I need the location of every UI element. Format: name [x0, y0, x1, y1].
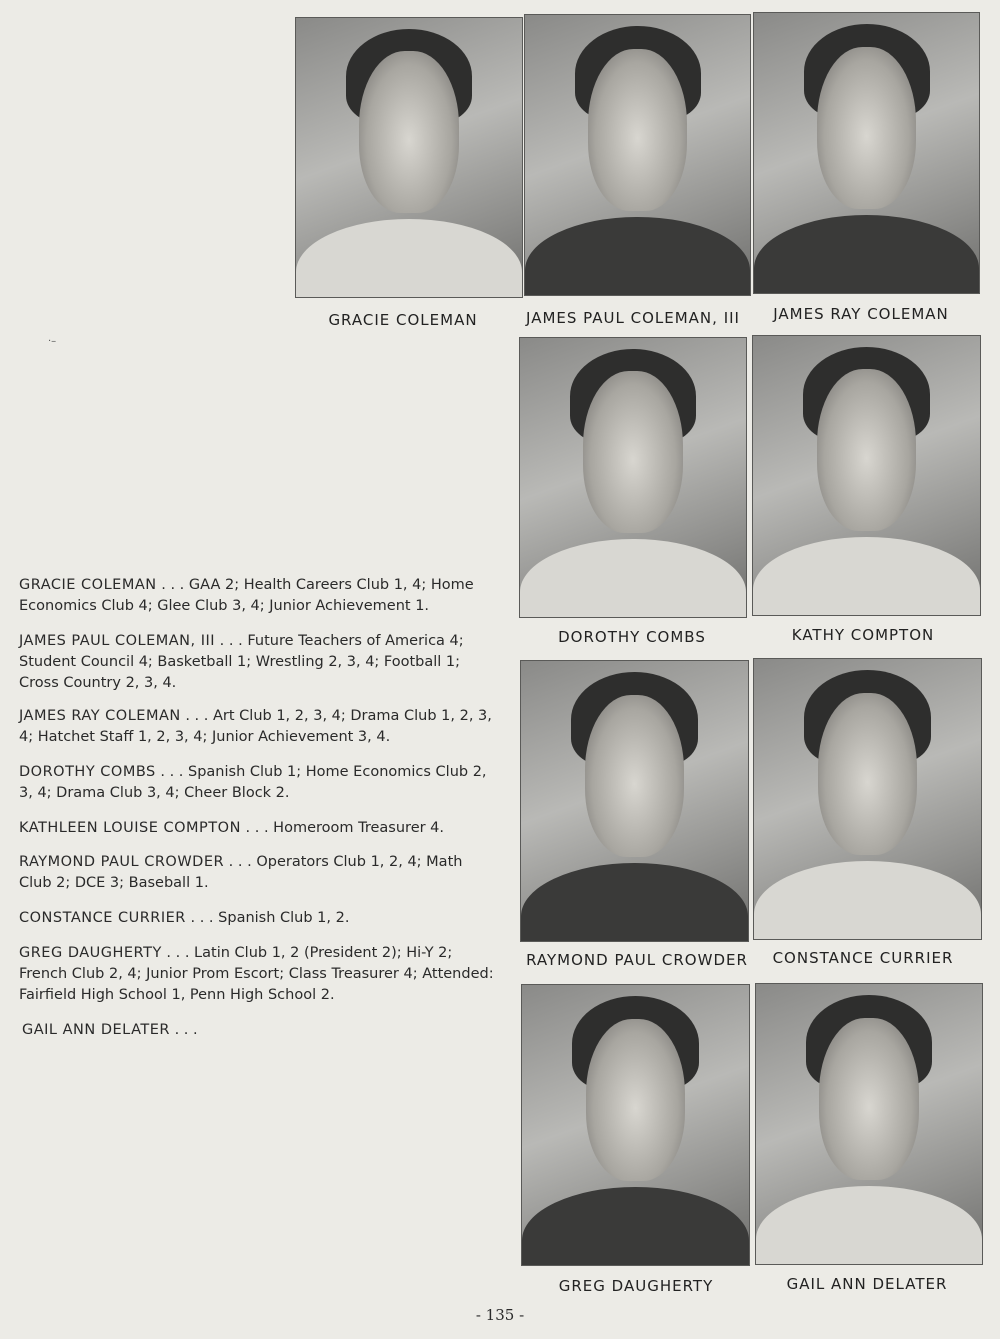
bio-text: . . . Spanish Club 1; Home Economics Club 2, 3, 4; Drama Club 3, 4; Cheer Block 2. [19, 764, 487, 801]
bio-name: JAMES PAUL COLEMAN, III [19, 633, 216, 649]
bio-name: GRACIE COLEMAN [19, 577, 157, 593]
portrait-photo-raymond-paul-crowder [520, 660, 749, 942]
bio-text: . . . [169, 1022, 198, 1038]
portrait-photo-gracie-coleman [295, 17, 523, 298]
portrait-caption: GREG DAUGHERTY [558, 1277, 714, 1295]
bio-text: . . . GAA 2; Health Careers Club 1, 4; Home Economics Club 4; Glee Club 3, 4; Junior Achievement 1. [19, 577, 474, 614]
bio-text: . . . Spanish Club 1, 2. [185, 910, 350, 926]
bio-text: . . . Latin Club 1, 2 (President 2); Hi-Y 2; French Club 2, 4; Junior Prom Escort; Class Treasurer 4; Attended: Fairfield High School 1, Penn High School 2. [19, 945, 494, 1003]
stray-mark: ·– [48, 336, 57, 347]
portrait-photo-dorothy-combs [519, 337, 747, 618]
portrait-photo-gail-ann-delater [755, 983, 983, 1265]
portrait-caption: CONSTANCE CURRIER [772, 949, 954, 967]
portrait-caption: GAIL ANN DELATER [786, 1275, 948, 1293]
portrait-photo-james-paul-coleman [524, 14, 751, 296]
bio-kathleen-louise-compton [19, 818, 499, 839]
bio-greg-daugherty [19, 943, 499, 1006]
portrait-caption: DOROTHY COMBS [558, 628, 706, 646]
bio-name: CONSTANCE CURRIER [19, 910, 186, 926]
bio-dorothy-combs [19, 762, 499, 804]
bio-gracie-coleman [19, 575, 499, 617]
portrait-caption: KATHY COMPTON [791, 626, 935, 644]
portrait-caption: GRACIE COLEMAN [328, 311, 478, 329]
bio-james-ray-coleman [19, 706, 499, 748]
portrait-photo-kathy-compton [752, 335, 981, 616]
bio-text: . . . Art Club 1, 2, 3, 4; Drama Club 1, 2, 3, 4; Hatchet Staff 1, 2, 3, 4; Junior Achievement 3, 4. [19, 708, 492, 745]
bio-raymond-paul-crowder [19, 852, 499, 894]
bio-constance-currier [19, 908, 499, 929]
portrait-photo-greg-daugherty [521, 984, 750, 1266]
bio-james-paul-coleman [19, 631, 499, 694]
page-number: - 135 - [475, 1306, 525, 1324]
bio-name: KATHLEEN LOUISE COMPTON [19, 820, 241, 836]
bio-name: DOROTHY COMBS [19, 764, 156, 780]
portrait-caption: RAYMOND PAUL CROWDER [526, 951, 748, 969]
bio-text: . . . Homeroom Treasurer 4. [240, 820, 445, 836]
bio-name: JAMES RAY COLEMAN [19, 708, 181, 724]
bio-gail-ann-delater [22, 1020, 502, 1041]
bio-text: . . . Future Teachers of America 4; Student Council 4; Basketball 1; Wrestling 2, 3, 4; Football 1; Cross Country 2, 3, 4. [19, 633, 464, 691]
bio-name: GAIL ANN DELATER [22, 1022, 170, 1038]
portrait-photo-constance-currier [753, 658, 982, 940]
bio-name: RAYMOND PAUL CROWDER [19, 854, 225, 870]
bio-text: . . . Operators Club 1, 2, 4; Math Club 2; DCE 3; Baseball 1. [19, 854, 463, 891]
portrait-caption: JAMES PAUL COLEMAN, III [526, 309, 740, 327]
portrait-photo-james-ray-coleman [753, 12, 980, 294]
portrait-caption: JAMES RAY COLEMAN [773, 305, 949, 323]
bio-name: GREG DAUGHERTY [19, 945, 162, 961]
